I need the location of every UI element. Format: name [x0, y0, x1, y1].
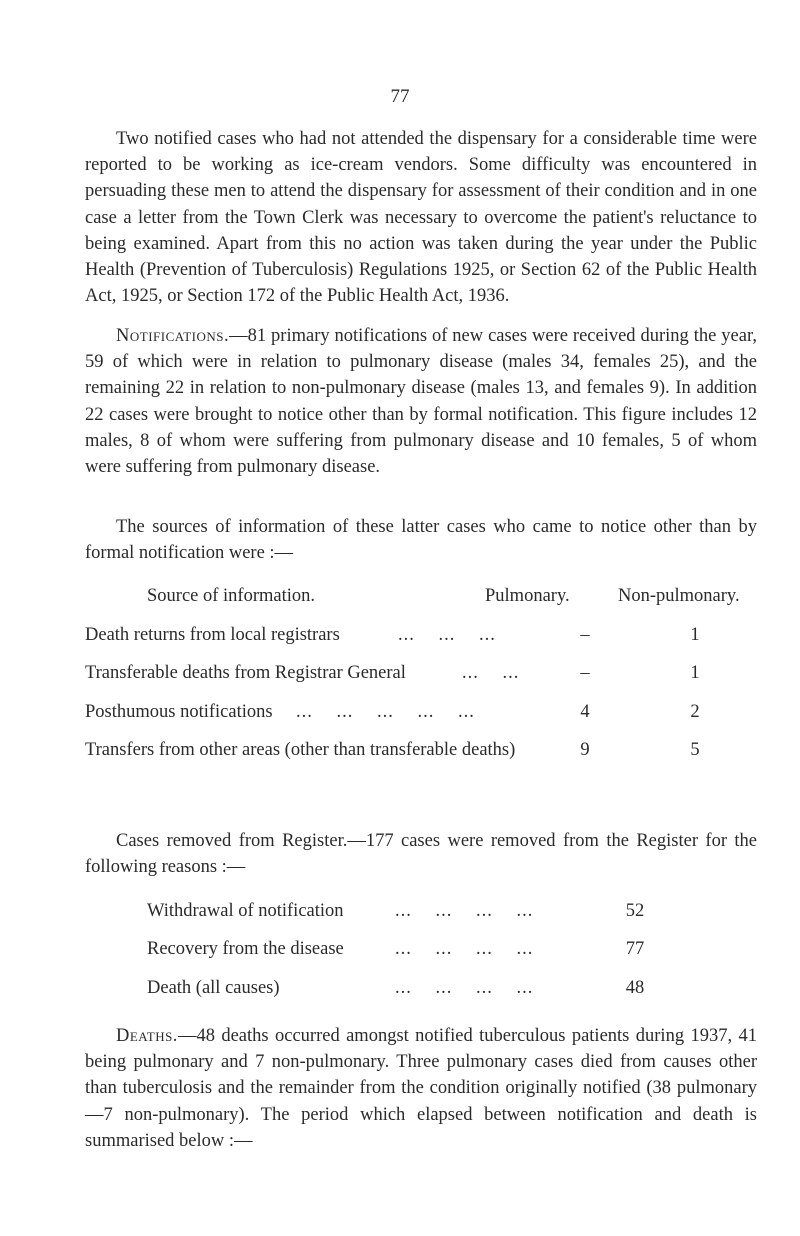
notifications-heading: Notifications.: [116, 326, 230, 346]
pulmonary-value: 9: [580, 740, 590, 760]
row-label: Recovery from the disease: [147, 939, 344, 959]
row-label: Death (all causes): [147, 978, 280, 998]
non-pulmonary-value: 5: [690, 740, 700, 760]
header-source: Source of information.: [147, 586, 315, 606]
table-row: [85, 738, 765, 762]
paragraph-sources-intro: The sources of information of these latter cases who came to notice other than by formal notification were :—: [85, 517, 757, 564]
dot-leader: ... ... ... ...: [395, 939, 534, 959]
paragraph-ice-cream-vendors: Two notified cases who had not attended the dispensary for a considerable time were reported to be working as ice-cream vendors. Some difficulty was encountered in persuading these men to attend the dispensary for assessment of their condition and in one case a letter from the Town Clerk was necessary to overcome the patient's reluctance to being examined. Apart from this no action was taken during the year under the Public Health (Prevention of Tuberculosis) Regulations 1925, or Section 62 of the Public Health Act, 1925, or Section 172 of the Public Health Act, 1936.: [85, 129, 757, 307]
row-label: Death returns from local registrars: [85, 625, 340, 645]
removal-value: 52: [625, 901, 645, 921]
dot-leader: ... ... ...: [398, 625, 496, 645]
table-row: [147, 899, 667, 923]
header-non-pulmonary: Non-pulmonary.: [618, 586, 740, 606]
deaths-body: —48 deaths occurred amongst notified tuberculous patients during 1937, 41 being pulmonary and 7 non-pulmonary. Three pulmonary cases died from causes other than tuberculosis and the remainder from the condition originally notified (38 pulmonary—7 non-pulmonary). The period which elapsed between notification and death is summarised below :—: [85, 1026, 757, 1151]
table-row: [147, 976, 667, 1000]
table-row: [85, 623, 765, 647]
non-pulmonary-value: 1: [690, 625, 700, 645]
pulmonary-value: –: [580, 625, 590, 645]
deaths-heading: Deaths.: [116, 1026, 178, 1046]
paragraph-deaths: [85, 1023, 757, 1154]
paragraph-notifications: [85, 323, 757, 480]
pulmonary-value: –: [580, 663, 590, 683]
row-label: Transfers from other areas (other than transferable deaths): [85, 740, 516, 760]
non-pulmonary-value: 1: [690, 663, 700, 683]
removal-value: 77: [625, 939, 645, 959]
table-row: [85, 700, 765, 724]
paragraph-cases-removed: Cases removed from Register.—177 cases were removed from the Register for the following reasons :—: [85, 831, 757, 878]
non-pulmonary-value: 2: [690, 702, 700, 722]
row-label: Posthumous notifications: [85, 702, 273, 722]
page-number: 77: [390, 86, 410, 107]
table-row: [147, 937, 667, 961]
dot-leader: ... ...: [462, 663, 520, 683]
removal-value: 48: [625, 978, 645, 998]
notifications-body: —81 primary notifications of new cases were received during the year, 59 of which were in relation to pulmonary disease (males 34, females 25), and the remaining 22 in relation to non-pulmonary disease (males 13, and females 9). In addition 22 cases were brought to notice other than by formal notification. This figure includes 12 males, 8 of whom were suffering from pulmonary disease and 10 females, 5 of whom were suffering from pulmonary disease.: [85, 326, 757, 478]
header-pulmonary: Pulmonary.: [485, 586, 570, 606]
row-label: Transferable deaths from Registrar General: [85, 663, 406, 683]
dot-leader: ... ... ... ... ...: [296, 702, 475, 722]
dot-leader: ... ... ... ...: [395, 901, 534, 921]
pulmonary-value: 4: [580, 702, 590, 722]
sources-table-header: [85, 584, 765, 608]
table-row: [85, 661, 765, 685]
row-label: Withdrawal of notification: [147, 901, 344, 921]
dot-leader: ... ... ... ...: [395, 978, 534, 998]
